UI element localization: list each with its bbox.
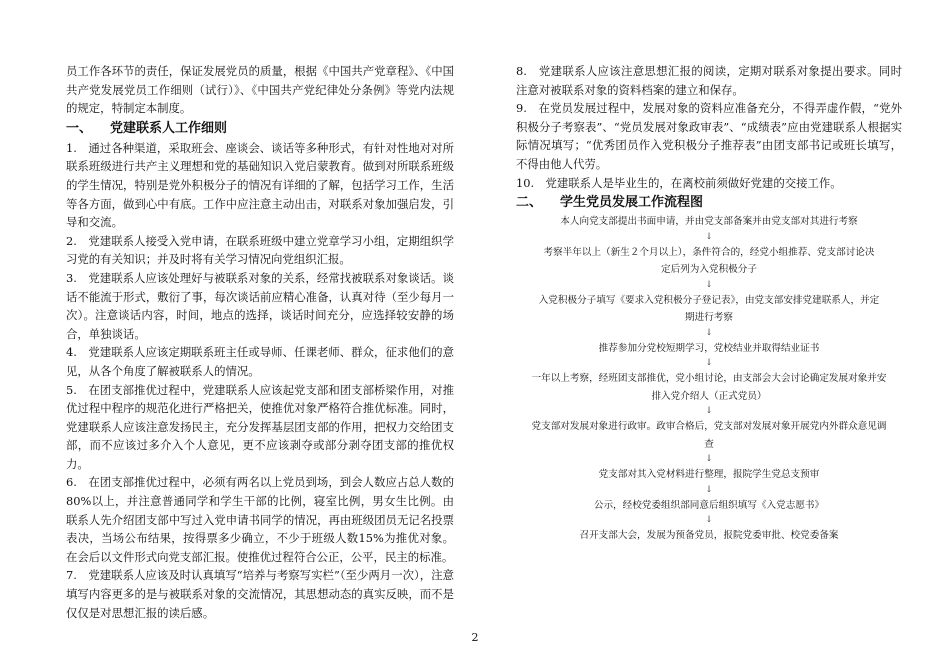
down-arrow-icon: ↓	[705, 279, 713, 290]
rule-item-8: 8. 党建联系人应该注意思想汇报的阅读，定期对联系对象提出要求。同时注意对被联系对象的资料档案的建立和保存。	[516, 64, 902, 97]
rule-item-4: 4. 党建联系人应该定期联系班主任或导师、任课老师、群众，征求他们的意见，从各个角度了解被联系人的情况。	[66, 345, 454, 378]
down-arrow-icon: ↓	[705, 406, 713, 417]
down-arrow-icon: ↓	[705, 484, 713, 495]
section-2-title: 学生党员发展工作流程图	[560, 195, 704, 211]
rule-item-1: 1. 通过各种渠道，采取班会、座谈会、谈话等多种形式，有针对性地对对所联系班级进行共产主义理想和党的基础知识入党启蒙教育。做到对所联系班级的学生情况，特别是党外积极分子的情况有详细的了解，包括学习工作，生活等各方面，做到心中有底。工作中应注意主动出击，对联系对象加强启发，引导和交流。	[66, 140, 454, 230]
rule-item-6: 6. 在团支部推优过程中，必须有两名以上党员到场，到会人数应占总人数的80%以上，并注意普通同学和学生干部的比例，寝室比例，男女生比例。由联系人先介绍团支部中写过入党申请书同学的情况，再由班级团员无记名投票表决，当场公布结果，按得票多少确立，不少于班级人数15%为推优对象。在会后以文件形式向党支部汇报。使推优过程符合公正，公平，民主的标准。	[66, 475, 454, 564]
rule-item-7: 7. 党建联系人应该及时认真填写“培养与考察写实栏”（至少两月一次），注意填写内容更多的是与被联系对象的交流情况，其思想动态的真实反映，而不是仅仅是对思想汇报的读后感。	[66, 568, 454, 620]
section-1-title: 党建联系人工作细则	[110, 120, 228, 136]
flowchart	[516, 213, 902, 545]
rule-item-2: 2. 党建联系人接受入党申请，在联系班级中建立党章学习小组，定期组织学习党的有关知识；并及时将有关学习情况向党组织汇报。	[66, 233, 454, 267]
flow-step: 入党积极分子填写《要求入党积极分子登记表》，由党支部安排党建联系人，并定期进行考察	[538, 294, 880, 324]
down-arrow-icon: ↓	[705, 358, 713, 369]
flow-step: 考察半年以上（新生２个月以上），条件符合的，经党小组推荐、党支部讨论决定后列为入党积极分子	[543, 246, 875, 276]
rule-item-5: 5. 在团支部推优过程中，党建联系人应该起党支部和团支部桥梁作用，对推优过程中程序的规范化进行严格把关，使推优对象严格符合推优标准。同时，党建联系人应该注意发扬民主，充分发挥基层团支部的作用，把权力交给团支部，而不应该过多介入个人意见，更不应该剥夺或部分剥夺团支部的推优权力。	[66, 382, 454, 471]
flow-step: 党支部对发展对象进行政审。政审合格后，党支部对发展对象开展党内外群众意见调查	[531, 421, 887, 450]
down-arrow-icon: ↓	[705, 327, 713, 338]
flow-step: 一年以上考察，经班团支部推优，党小组讨论，由支部会大会讨论确定发展对象并安排入党介绍人（正式党员）	[531, 373, 887, 402]
section-1-heading	[66, 119, 454, 138]
flow-step: 党支部对其入党材料进行整理，报院学生党总支预审	[598, 469, 820, 481]
intro-paragraph: 员工作各环节的责任，保证发展党员的质量，根据《中国共产党章程》、《中国共产党发展党员工作细则（试行）》、《中国共产党纪律处分条例》等党内法规的规定，特制定本制度。	[66, 64, 454, 116]
rule-item-9: 9. 在党员发展过程中，发展对象的资料应准备充分，不得弄虚作假，“党外积极分子考察表”、“党员发展对象政审表”、“成绩表”应由党建联系人根据实际情况填写；“优秀团员作入党积极分子推荐表”由团支部书记或班长填写，不得由他人代劳。	[516, 101, 902, 171]
section-2-number: 二、	[516, 195, 543, 211]
flow-step: 推荐参加分党校短期学习，党校结业并取得结业证书	[598, 342, 820, 354]
section-1-number: 一、	[66, 120, 93, 136]
section-2-heading	[516, 193, 902, 212]
rule-item-10: 10. 党建联系人是毕业生的，在离校前须做好党建的交接工作。	[516, 175, 842, 190]
flow-step: 召开支部大会，发展为预备党员，报院党委审批、校党委备案	[579, 530, 839, 542]
page-number: 2	[471, 631, 479, 644]
down-arrow-icon: ↓	[705, 231, 713, 242]
left-column	[66, 62, 454, 622]
down-arrow-icon: ↓	[705, 515, 713, 526]
rule-item-3: 3. 党建联系人应该处理好与被联系对象的关系，经常找被联系对象谈话。谈话不能流于形式，敷衍了事，每次谈话前应精心准备，认真对待（至少每月一次）。注意谈话内容，时间，地点的选择，谈话时间充分，应选择较安静的场合，单独谈话。	[66, 270, 454, 341]
flow-step: 本人向党支部提出书面申请，并由党支部备案并由党支部对其进行考察	[560, 216, 858, 228]
down-arrow-icon: ↓	[705, 454, 713, 465]
flow-step: 公示，经校党委组织部同意后组织填写《入党志愿书》	[593, 499, 825, 511]
right-column	[516, 62, 902, 545]
